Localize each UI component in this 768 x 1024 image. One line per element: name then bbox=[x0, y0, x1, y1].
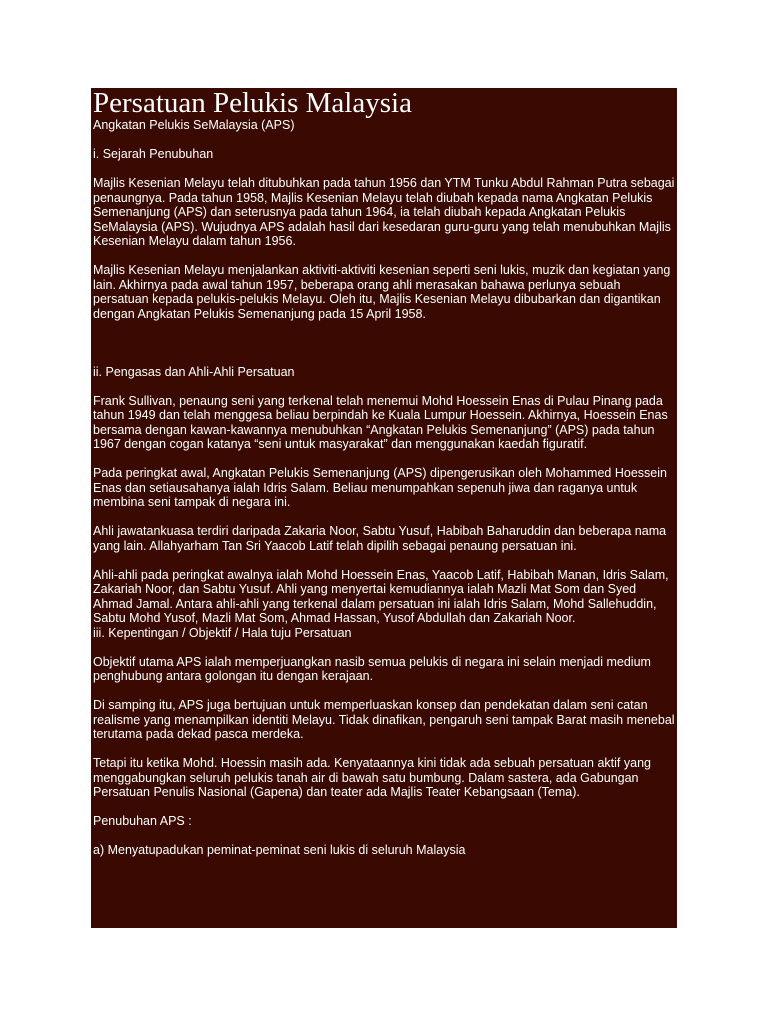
paragraph: Objektif utama APS ialah memperjuangkan nasib semua pelukis di negara ini selain menjadi medium penghubung antara golongan itu dengan kerajaan. bbox=[93, 654, 651, 683]
section-heading-sejarah: i. Sejarah Penubuhan bbox=[93, 147, 214, 161]
document-body bbox=[93, 118, 675, 858]
paragraph: Ahli-ahli pada peringkat awalnya ialah Mohd Hoessein Enas, Yaacob Latif, Habibah Manan, Idris Salam, Zakariah Noor, dan Sabtu Yusuf. Ahli yang menyertai kemudiannya ialah Mazli Mat Som dan Syed Ahmad Jamal. Antara ahli-ahli yang terkenal dalam persatuan ini ialah Idris Salam, Mohd Sallehuddin, Sabtu Mohd Yusof, Mazli Mat Som, Ahmad Hassan, Yusof Abdullah dan Zakariah Noor. bbox=[93, 567, 669, 625]
paragraph: Frank Sullivan, penaung seni yang terkenal telah menemui Mohd Hoessein Enas di Pulau Pinang pada tahun 1949 dan telah menggesa beliau berpindah ke Kuala Lumpur Hoessein. Akhirnya, Hoessein Enas bersama dengan kawan-kawannya menubuhkan “Angkatan Pelukis Semenanjung” (APS) pada tahun 1967 dengan cogan katanya “seni untuk masyarakat” dan menggunakan kaedah figuratif. bbox=[93, 393, 668, 451]
section-heading-pengasas: ii. Pengasas dan Ahli-Ahli Persatuan bbox=[93, 364, 295, 379]
section-heading-penubuhan: Penubuhan APS : bbox=[93, 814, 192, 828]
paragraph: Di samping itu, APS juga bertujuan untuk memperluaskan konsep dan pendekatan dalam seni catan realisme yang menampilkan identiti Melayu. Tidak dinafikan, pengaruh seni tampak Barat masih menebal terutama pada dekad pasca merdeka. bbox=[93, 698, 675, 741]
document-panel bbox=[91, 88, 677, 928]
paragraph: Ahli jawatankuasa terdiri daripada Zakaria Noor, Sabtu Yusuf, Habibah Baharuddin dan beberapa nama yang lain. Allahyarham Tan Sri Yaacob Latif telah dipilih sebagai penaung persatuan ini. bbox=[93, 524, 667, 553]
blank-space bbox=[93, 336, 675, 365]
paragraph: Majlis Kesenian Melayu menjalankan aktiviti-aktiviti kesenian seperti seni lukis, muzik dan kegiatan yang lain. Akhirnya pada awal tahun 1957, beberapa orang ahli merasakan bahawa perlunya sebuah persatuan kepada pelukis-pelukis Melayu. Oleh itu, Majlis Kesenian Melayu dibubarkan dan digantikan dengan Angkatan Pelukis Semenanjung pada 15 April 1958. bbox=[93, 263, 671, 321]
paragraph: Pada peringkat awal, Angkatan Pelukis Semenanjung (APS) dipengerusikan oleh Mohammed Hoessein Enas dan setiausahanya ialah Idris Salam. Beliau menumpahkan sepenuh jiwa dan raganya untuk membina seni tampak di negara ini. bbox=[93, 466, 667, 509]
section-heading-objektif: iii. Kepentingan / Objektif / Hala tuju Persatuan bbox=[93, 625, 352, 640]
document-title: Persatuan Pelukis Malaysia bbox=[93, 88, 412, 119]
paragraph: Majlis Kesenian Melayu telah ditubuhkan pada tahun 1956 dan YTM Tunku Abdul Rahman Putra sebagai penaungnya. Pada tahun 1958, Majlis Kesenian Melayu telah diubah kepada nama Angkatan Pelukis Semenanjung (APS) dan seterusnya pada tahun 1964, ia telah diubah kepada Angkatan Pelukis SeMalaysia (APS). Wujudnya APS adalah hasil dari kesedaran guru-guru yang telah menubuhkan Majlis Kesenian Melayu dalam tahun 1956. bbox=[93, 176, 675, 248]
document-subtitle: Angkatan Pelukis SeMalaysia (APS) bbox=[93, 118, 295, 132]
list-item: a) Menyatupadukan peminat-peminat seni lukis di seluruh Malaysia bbox=[93, 843, 466, 857]
paragraph: Tetapi itu ketika Mohd. Hoessin masih ada. Kenyataannya kini tidak ada sebuah persatuan aktif yang menggabungkan seluruh pelukis tanah air di bawah satu bumbung. Dalam sastera, ada Gabungan Persatuan Penulis Nasional (Gapena) dan teater ada Majlis Teater Kebangsaan (Tema). bbox=[93, 756, 651, 799]
